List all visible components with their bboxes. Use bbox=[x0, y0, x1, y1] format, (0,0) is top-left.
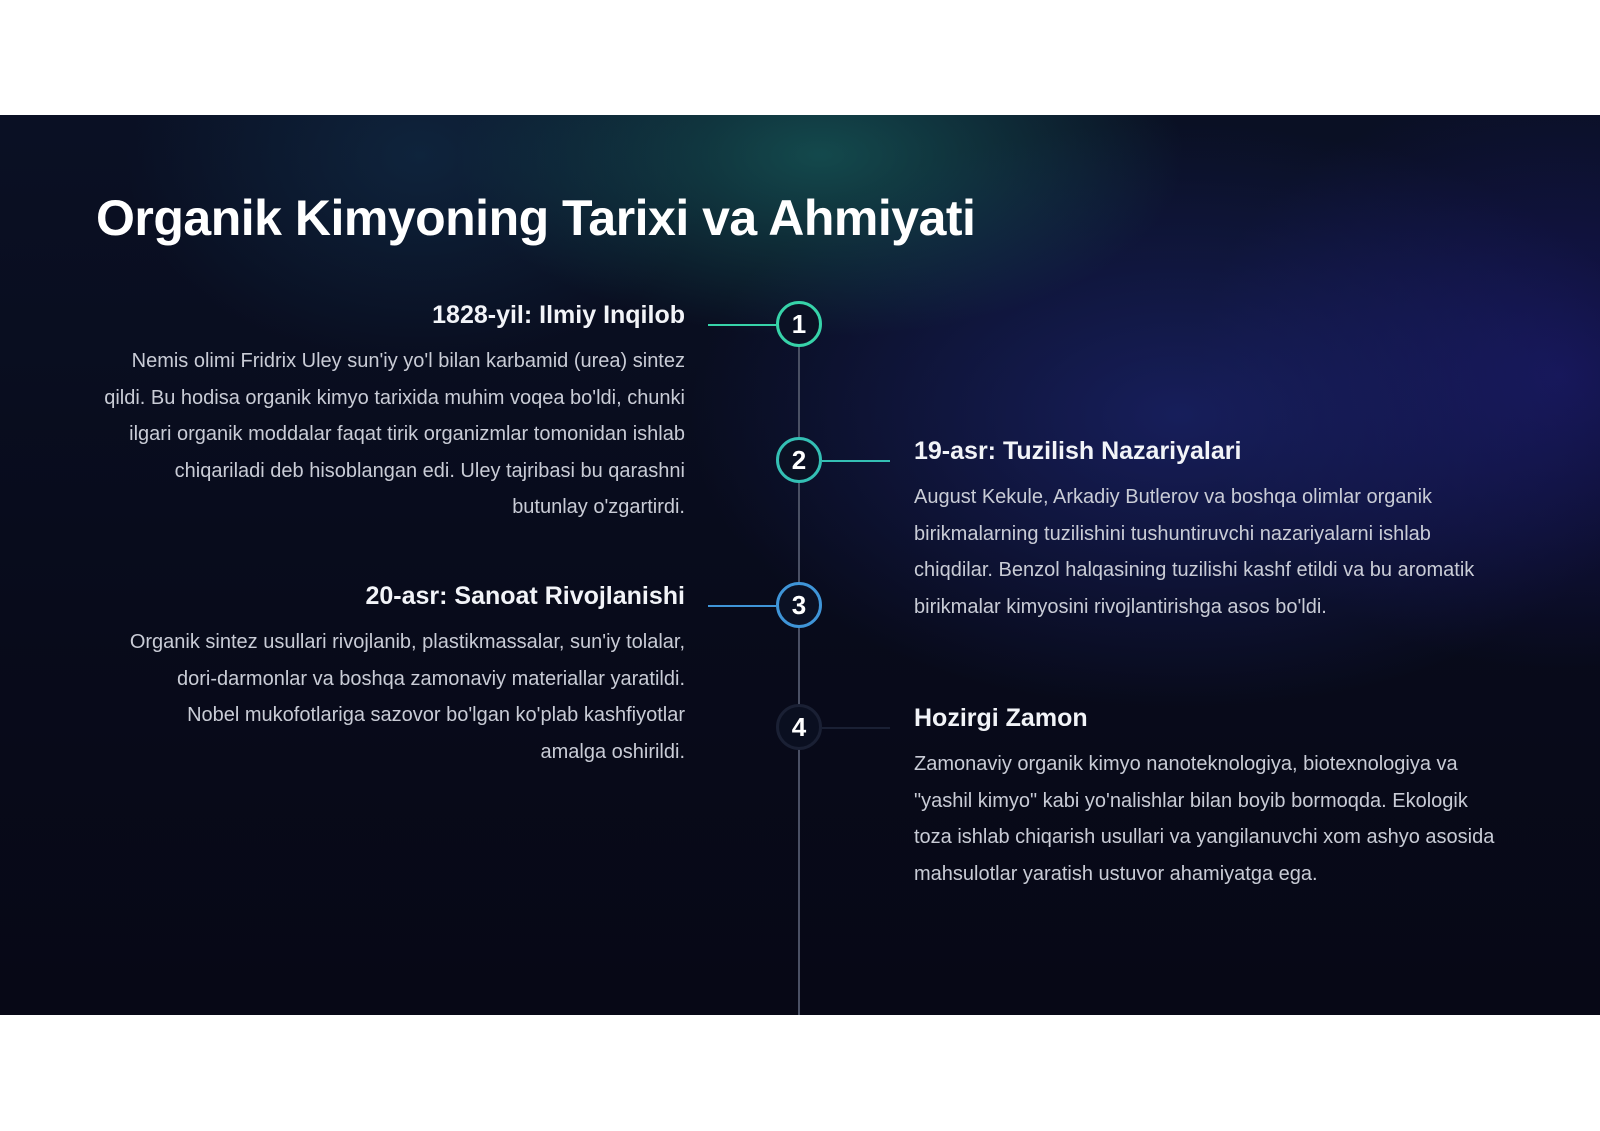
slide bbox=[0, 115, 1600, 1015]
connector-3 bbox=[708, 605, 776, 607]
marker-number-3: 3 bbox=[791, 589, 807, 620]
event-heading-1: 1828-yil: Ilmiy Inqilob bbox=[432, 301, 685, 329]
event-body-3: Organik sintez usullari rivojlanib, plastikmassalar, sun'iy tolalar, dori-darmonlar va boshqa zamonaviy materiallar yaratildi. Nobel mukofotlariga sazovor bo'lgan ko'plab kashfiyotlar amalga oshirildi. bbox=[129, 631, 685, 763]
event-body-2: August Kekule, Arkadiy Butlerov va boshqa olimlar organik birikmalarning tuzilishini tushuntiruvchi nazariyalarni ishlab chiqdilar. Benzol halqasining tuzilishi kashf etildi va bu aromatik birikmalar kimyosini rivojlantirishga asos bo'ldi. bbox=[914, 486, 1475, 618]
marker-number-1: 1 bbox=[791, 308, 807, 339]
marker-number-4: 4 bbox=[791, 711, 807, 742]
event-body-1: Nemis olimi Fridrix Uley sun'iy yo'l bilan karbamid (urea) sintez qildi. Bu hodisa organik kimyo tarixida muhim voqea bo'ldi, chunki ilgari organik moddalar faqat tirik organizmlar tomonidan ishlab chiqariladi deb hisoblangan edi. Uley tajribasi bu qarashni butunlay o'zgartirdi. bbox=[104, 350, 685, 518]
event-heading-3: 20-asr: Sanoat Rivojlanishi bbox=[365, 582, 685, 610]
timeline-marker-2 bbox=[776, 437, 822, 483]
connector-2 bbox=[822, 460, 890, 462]
timeline-marker-3 bbox=[776, 582, 822, 628]
connector-4 bbox=[822, 727, 890, 729]
marker-number-2: 2 bbox=[791, 444, 807, 475]
timeline-marker-1 bbox=[776, 301, 822, 347]
event-heading-4: Hozirgi Zamon bbox=[914, 704, 1088, 732]
timeline-marker-4 bbox=[776, 704, 822, 750]
connector-1 bbox=[708, 324, 776, 326]
event-heading-2: 19-asr: Tuzilish Nazariyalari bbox=[914, 437, 1242, 465]
slide-title: Organik Kimyoning Tarixi va Ahmiyati bbox=[96, 190, 976, 246]
event-body-4: Zamonaviy organik kimyo nanoteknologiya, biotexnologiya va "yashil kimyo" kabi yo'nalishlar bilan boyib bormoqda. Ekologik toza ishlab chiqarish usullari va yangilanuvchi xom ashyo asosida mahsulotlar yaratish ustuvor ahamiyatga ega. bbox=[914, 753, 1495, 885]
timeline-axis bbox=[798, 325, 800, 1015]
